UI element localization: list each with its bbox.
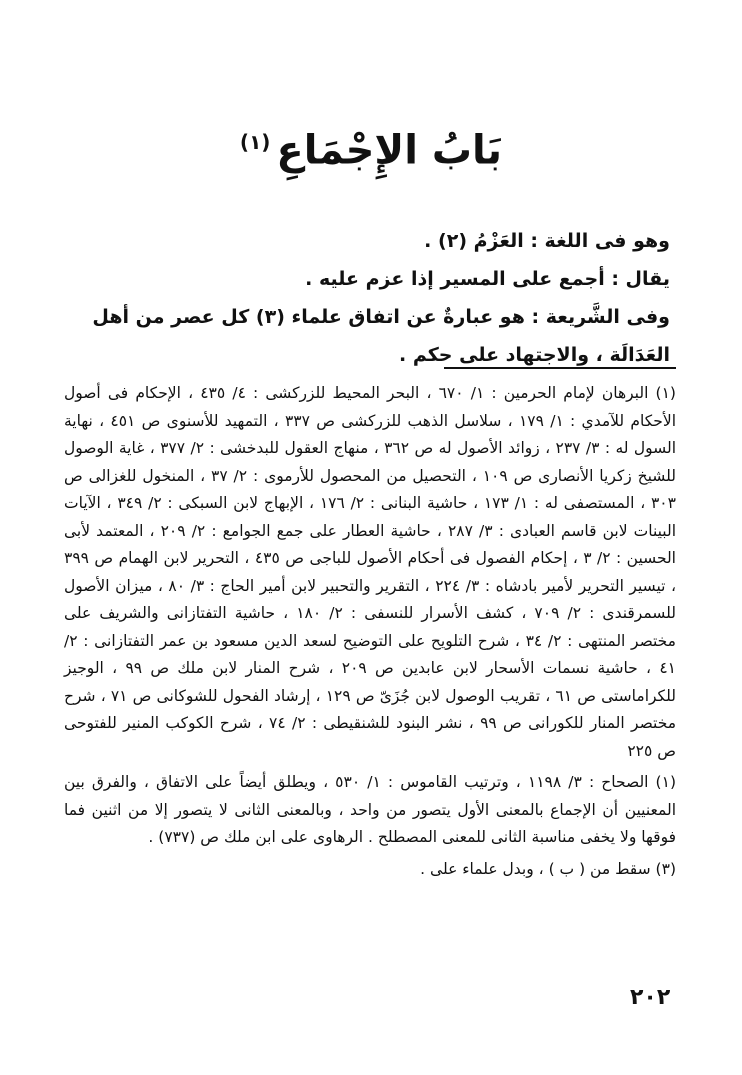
chapter-title-text: بَابُ الإِجْمَاعِ bbox=[276, 127, 503, 174]
footnotes bbox=[64, 380, 676, 883]
main-text bbox=[64, 222, 676, 374]
page-number: ٢٠٢ bbox=[630, 985, 671, 1010]
footnote-1: (١) البرهان لإمام الحرمين : ١/ ٦٧٠ ، البحر المحيط للزركشى : ٤/ ٤٣٥ ، الإحكام فى أصول الأحكام للآمدي : ١/ ١٧٩ ، سلاسل الذهب للزركشى ص ٣٣٧ ، التمهيد للأسنوى ص ٤٥١ ، نهاية السول له : ٣/ ٢٣٧ ، زوائد الأصول له ص ٣٦٢ ، منهاج العقول للبدخشى : ٢/ ٣٧٧ ، غاية الوصول للشيخ زكريا الأنصارى ص ١٠٩ ، التحصيل من المحصول للأرموى : ٢/ ٣٧ ، المنخول للغزالى ص ٣٠٣ ، المستصفى له : ١/ ١٧٣ ، حاشية البنانى : ٢/ ١٧٦ ، الإبهاج لابن السبكى : ٢/ ٣٤٩ ، الآيات البينات لابن قاسم العبادى : ٣/ ٢٨٧ ، حاشية العطار على جمع الجوامع : ٢/ ٢٠٩ ، المعتمد لأبى الحسين : ٢/ ٣ ، إحكام الفصول فى أحكام الأصول للباجى ص ٤٣٥ ، التحرير لابن الهمام ص ٣٩٩ ، تيسير التحرير لأمير بادشاه : ٣/ ٢٢٤ ، التقرير والتحبير لابن أمير الحاج : ٣/ ٨٠ ، ميزان الأصول للسمرقندى : ٢/ ٧٠٩ ، كشف الأسرار للنسفى : ٢/ ١٨٠ ، حاشية التفتازانى والشريف على مختصر المنتهى : ٢/ ٣٤ ، شرح التلويح على التوضيح لسعد الدين مسعود بن عمر التفتازانى : ٢/ ٤١ ، حاشية نسمات الأسحار لابن عابدين ص ٢٠٩ ، شرح المنار لابن ملك ص ٩٩ ، الوجيز للكراماستى ص ٦١ ، تقريب الوصول لابن جُزَىّ ص ١٢٩ ، إرشاد الفحول للشوكانى ص ٧١ ، شرح مختصر المنار للكورانى ص ٩٩ ، نشر البنود للشنقيطى : ٢/ ٧٤ ، شرح الكوكب المنير للفتوحى ص ٢٢٥ bbox=[64, 384, 677, 760]
body-line-3: وفى الشَّريعة : هو عبارةٌ عن اتفاق علماء (٣) كل عصر من أهل العَدَالَة ، والاجتهاد على حكم . bbox=[92, 306, 670, 366]
footnote-2: (١) الصحاح : ٣/ ١١٩٨ ، وترتيب القاموس : ١/ ٥٣٠ ، ويطلق أيضاً على الاتفاق ، والفرق بين المعنيين أن الإجماع بالمعنى الأول يتصور من واحد ، وبالمعنى الثانى لا يتصور إلا من اثنين فما فوقها ولا يخفى مناسبة الثانى للمعنى المصطلح . الرهاوى على ابن ملك ص (٧٣٧) . bbox=[64, 773, 676, 846]
body-line-2: يقال : أجمع على المسير إذا عزم عليه . bbox=[305, 268, 670, 290]
title-footnote-marker: (١) bbox=[239, 130, 271, 154]
footnote-separator bbox=[444, 367, 676, 369]
body-line-1: وهو فى اللغة : العَزْمُ (٢) . bbox=[424, 230, 670, 252]
footnote-3: (٣) سقط من ( ب ) ، وبدل علماء على . bbox=[420, 859, 676, 878]
chapter-title bbox=[0, 112, 742, 180]
